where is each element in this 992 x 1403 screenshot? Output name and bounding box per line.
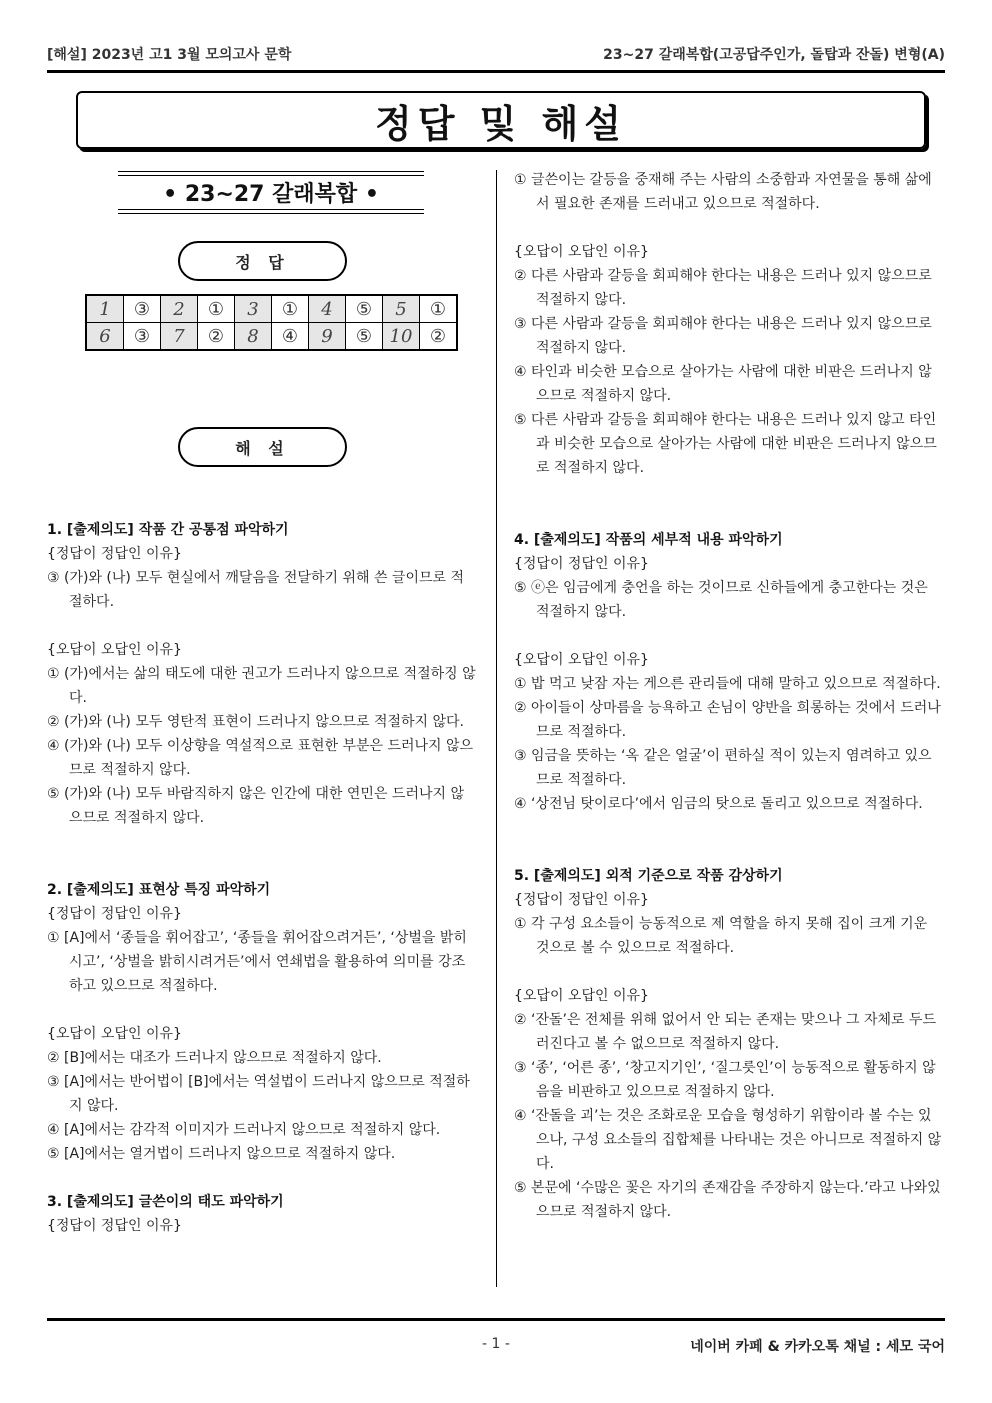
wrong-item: ① (가)에서는 삶의 태도에 대한 권고가 드러나지 않으므로 적절하징 않다.	[47, 666, 476, 706]
answer-table	[85, 294, 458, 351]
correct-heading: {정답이 정답인 이유}	[47, 1218, 182, 1234]
wrong-item: ⑤ 본문에 ‘수많은 꽃은 자기의 존재감을 주장하지 않는다.’라고 나와있으므로 적절하지 않다.	[514, 1180, 941, 1220]
answer-cell: 7	[161, 323, 198, 351]
page-number: - 1 -	[482, 1336, 510, 1352]
answer-cell: 8	[235, 323, 272, 351]
right-column	[514, 168, 944, 1224]
correct-heading: {정답이 정답인 이유}	[47, 906, 182, 922]
wrong-heading: {오답이 오답인 이유}	[514, 988, 649, 1004]
wrong-item: ② [B]에서는 대조가 드러나지 않으므로 적절하지 않다.	[47, 1050, 382, 1066]
answer-cell: 4	[309, 295, 346, 323]
answer-cell: ①	[198, 295, 235, 323]
answer-cell: ②	[198, 323, 235, 351]
wrong-item: ⑤ (가)와 (나) 모두 바람직하지 않은 인간에 대한 연민은 드러나지 않으므로 적절하지 않다.	[47, 786, 464, 826]
footer-rule	[47, 1318, 945, 1321]
wrong-item: ④ [A]에서는 감각적 이미지가 드러나지 않으므로 적절하지 않다.	[47, 1122, 441, 1138]
footer-credit: 네이버 카페 & 카카오톡 채널 : 세모 국어	[690, 1339, 945, 1355]
correct-item: ① [A]에서 ‘종들을 휘어잡고’, ‘종들을 휘어잡으려거든’, ‘상벌을 밝히시고’, ‘상벌을 밝히시려거든’에서 연쇄법을 활용하여 의미를 강조하고 있으므로 적절하다.	[47, 930, 467, 994]
wrong-item: ⑤ [A]에서는 열거법이 드러나지 않으므로 적절하지 않다.	[47, 1146, 396, 1162]
answer-cell: 3	[235, 295, 272, 323]
answer-row-2	[86, 323, 457, 351]
wrong-heading: {오답이 오답인 이유}	[47, 642, 182, 658]
section-title: • 23~27 갈래복합 •	[118, 171, 424, 214]
correct-item: ① 글쓴이는 갈등을 중재해 주는 사람의 소중함과 자연물을 통해 삶에서 필요한 존재를 드러내고 있으므로 적절하다.	[514, 172, 932, 212]
header-left: [해설] 2023년 고1 3월 모의고사 문학	[47, 47, 292, 63]
column-divider	[496, 170, 497, 1287]
correct-heading: {정답이 정답인 이유}	[514, 892, 649, 908]
wrong-item: ③ 다른 사람과 갈등을 회피해야 한다는 내용은 드러나 있지 않으므로 적절하지 않다.	[514, 316, 932, 356]
title-box	[76, 91, 926, 149]
wrong-heading: {오답이 오답인 이유}	[47, 1026, 182, 1042]
page-title: 정답 및 해설	[375, 101, 627, 146]
answer-cell: ③	[124, 323, 161, 351]
wrong-item: ① 밥 먹고 낮잠 자는 게으른 관리들에 대해 말하고 있으므로 적절하다.	[514, 676, 941, 692]
wrong-item: ② ‘잔돌’은 전체를 위해 없어서 안 되는 존재는 맞으나 그 자체로 두드러진다고 볼 수 없으므로 적절하지 않다.	[514, 1012, 937, 1052]
header-right: 23~27 갈래복합(고공답주인가, 돌탑과 잔돌) 변형(A)	[603, 47, 945, 63]
wrong-item: ④ ‘상전님 탓이로다’에서 임금의 탓으로 돌리고 있으므로 적절하다.	[514, 796, 923, 812]
wrong-item: ⑤ 다른 사람과 갈등을 회피해야 한다는 내용은 드러나 있지 않고 타인과 비슷한 모습으로 살아가는 사람에 대한 비판은 드러나지 않으므로 적절하지 않다.	[514, 412, 937, 476]
wrong-item: ③ 임금을 뜻하는 ‘옥 같은 얼굴’이 편하실 적이 있는지 염려하고 있으므로 적절하다.	[514, 748, 932, 788]
answer-cell: ⑤	[346, 323, 383, 351]
answer-cell: 2	[161, 295, 198, 323]
answer-row-1	[86, 295, 457, 323]
correct-item: ① 각 구성 요소들이 능동적으로 제 역할을 하지 못해 집이 크게 기운 것으로 볼 수 있으므로 적절하다.	[514, 916, 928, 956]
left-column	[47, 518, 477, 1238]
answer-cell: 5	[383, 295, 420, 323]
question-title: 1. [출제의도] 작품 간 공통점 파악하기	[47, 522, 289, 538]
answer-cell: ①	[272, 295, 309, 323]
wrong-item: ② 다른 사람과 갈등을 회피해야 한다는 내용은 드러나 있지 않으므로 적절하지 않다.	[514, 268, 932, 308]
wrong-heading: {오답이 오답인 이유}	[514, 244, 649, 260]
answer-cell: 1	[86, 295, 124, 323]
wrong-item: ② (가)와 (나) 모두 영탄적 표현이 드러나지 않으므로 적절하지 않다.	[47, 714, 464, 730]
correct-item: ⑤ ⓔ은 임금에게 충언을 하는 것이므로 신하들에게 충고한다는 것은 적절하지 않다.	[514, 580, 928, 620]
wrong-item: ③ [A]에서는 반어법이 [B]에서는 역설법이 드러나지 않으므로 적절하지 않다.	[47, 1074, 470, 1114]
answer-cell: ①	[420, 295, 458, 323]
question-title: 2. [출제의도] 표현상 특징 파악하기	[47, 882, 271, 898]
answer-cell: 9	[309, 323, 346, 351]
answer-cell: 10	[383, 323, 420, 351]
answer-cell: 6	[86, 323, 124, 351]
wrong-heading: {오답이 오답인 이유}	[514, 652, 649, 668]
answer-cell: ②	[420, 323, 458, 351]
question-title: 5. [출제의도] 외적 기준으로 작품 감상하기	[514, 868, 783, 884]
answer-label: 정 답	[178, 241, 347, 281]
wrong-item: ④ ‘잔돌을 괴’는 것은 조화로운 모습을 형성하기 위함이라 볼 수는 있으나, 구성 요소들의 집합체를 나타내는 것은 아니므로 적절하지 않다.	[514, 1108, 942, 1172]
answer-cell: ④	[272, 323, 309, 351]
header-rule	[47, 70, 945, 73]
wrong-item: ③ ‘종’, ‘어른 종’, ‘창고지기인’, ‘질그릇인’이 능동적으로 활동하지 않음을 비판하고 있으므로 적절하지 않다.	[514, 1060, 936, 1100]
wrong-item: ④ (가)와 (나) 모두 이상향을 역설적으로 표현한 부분은 드러나지 않으므로 적절하지 않다.	[47, 738, 474, 778]
answer-cell: ⑤	[346, 295, 383, 323]
correct-heading: {정답이 정답인 이유}	[514, 556, 649, 572]
answer-cell: ③	[124, 295, 161, 323]
question-title: 3. [출제의도] 글쓴이의 태도 파악하기	[47, 1194, 284, 1210]
wrong-item: ② 아이들이 상마름을 능욕하고 손님이 양반을 희롱하는 것에서 드러나므로 적절하다.	[514, 700, 941, 740]
correct-item: ③ (가)와 (나) 모두 현실에서 깨달음을 전달하기 위해 쓴 글이므로 적절하다.	[47, 570, 464, 610]
correct-heading: {정답이 정답인 이유}	[47, 546, 182, 562]
explain-label: 해 설	[178, 427, 347, 467]
question-title: 4. [출제의도] 작품의 세부적 내용 파악하기	[514, 532, 783, 548]
wrong-item: ④ 타인과 비슷한 모습으로 살아가는 사람에 대한 비판은 드러나지 않으므로 적절하지 않다.	[514, 364, 932, 404]
